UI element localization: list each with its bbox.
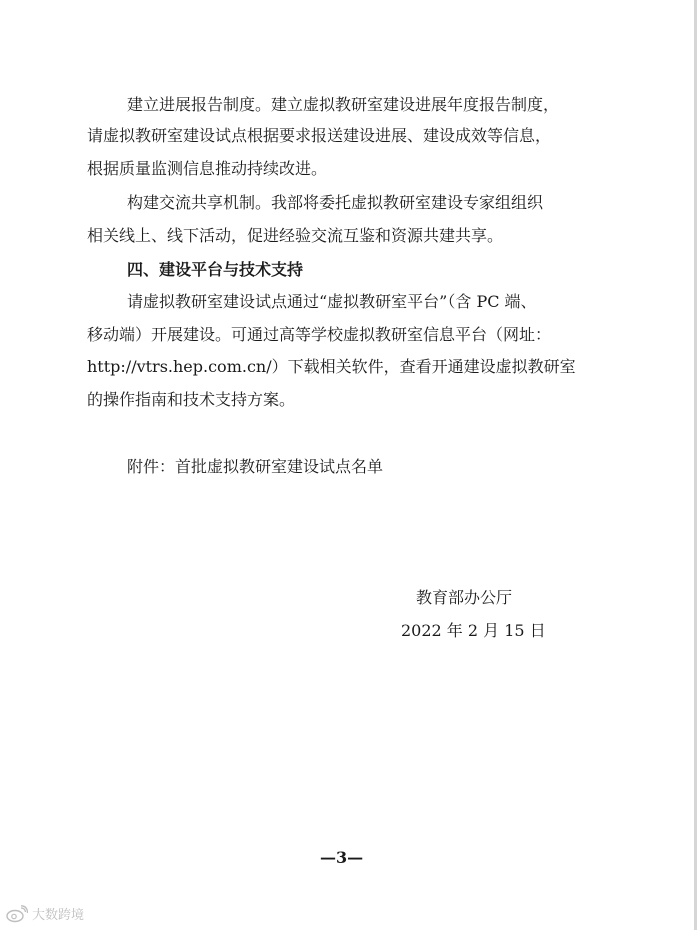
paragraph-2-line-2: 相关线上、线下活动，促进经验交流互鉴和资源共建共享。 [87,226,504,245]
signature-date: 2022 年 2 月 15 日 [401,621,546,640]
signature-organization: 教育部办公厅 [416,588,513,607]
paragraph-1-line-1: 建立进展报告制度。建立虚拟教研室建设进展年度报告制度， [127,95,560,114]
paragraph-1-line-2: 请虚拟教研室建设试点根据要求报送建设进展、建设成效等信息， [87,126,552,145]
weibo-logo-icon [6,905,28,923]
paragraph-3-line-1: 请虚拟教研室建设试点通过“虚拟教研室平台”（含 PC 端、 [127,292,537,311]
watermark [6,904,84,923]
attachment-note: 附件：首批虚拟教研室建设试点名单 [127,457,384,476]
watermark-text: 大数跨境 [32,908,85,923]
paragraph-3-line-2: 移动端）开展建设。可通过高等学校虚拟教研室信息平台（网址： [87,325,552,344]
section-heading: 四、建设平台与技术支持 [127,260,304,279]
paragraph-3-line-3: http://vtrs.hep.com.cn/）下载相关软件，查看开通建设虚拟教研室 [87,357,576,376]
paragraph-1-line-3: 根据质量监测信息推动持续改进。 [87,159,328,178]
page-number: —3— [320,848,364,867]
paragraph-3-line-4: 的操作指南和技术支持方案。 [87,390,296,409]
paragraph-2-line-1: 构建交流共享机制。我部将委托虚拟教研室建设专家组组织 [127,193,544,212]
